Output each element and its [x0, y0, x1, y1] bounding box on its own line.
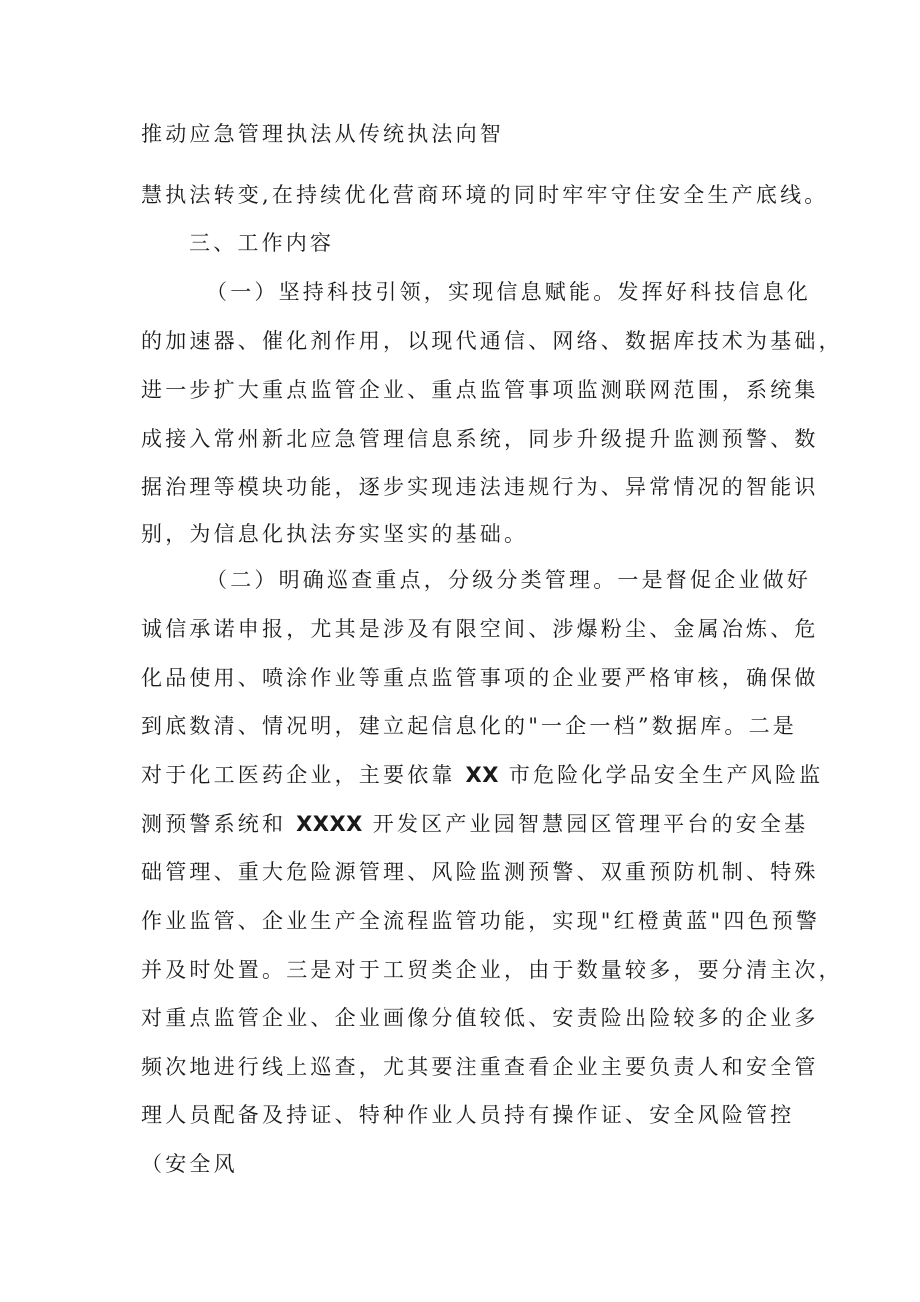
paragraph-line: 慧执法转变,在持续优化营商环境的同时牢牢守住安全生产底线。 — [141, 183, 829, 207]
paragraph-line: 诚信承诺申报，尤其是涉及有限空间、涉爆粉尘、金属冶炼、危 — [141, 617, 819, 641]
paragraph-line: 进一步扩大重点监管企业、重点监管事项监测联网范围，系统集 — [141, 378, 819, 402]
paragraph-line: 对重点监管企业、企业画像分值较低、安责险出险较多的企业多 — [141, 1006, 819, 1030]
paragraph-line: 理人员配备及持证、特种作业人员持有操作证、安全风险管控 — [141, 1103, 795, 1127]
paragraph-line: 成接入常州新北应急管理信息系统，同步升级提升监测预警、数 — [141, 427, 819, 451]
paragraph-line: 推动应急管理执法从传统执法向智 — [141, 122, 504, 146]
paragraph-line: 化品使用、喷涂作业等重点监管事项的企业要严格审核，确保做 — [141, 666, 819, 690]
paragraph-line: 到底数清、情况明，建立起信息化的"一企一档”数据库。二是 — [141, 714, 797, 738]
paragraph-line: （安全风 — [141, 1152, 238, 1176]
placeholder-zone: XXXX — [296, 812, 363, 836]
paragraph-line: 据治理等模块功能，逐步实现违法违规行为、异常情况的智能识 — [141, 475, 819, 499]
text-segment: 对于化工医药企业，主要依靠 — [141, 763, 456, 787]
paragraph-line: 础管理、重大危险源管理、风险监测预警、双重预防机制、特殊 — [141, 860, 819, 884]
text-segment: 市危险化学品安全生产风险监 — [508, 763, 824, 787]
paragraph-line: 并及时处置。三是对于工贸类企业，由于数量较多，要分清主次， — [141, 958, 843, 982]
paragraph-line: 频次地进行线上巡查，尤其要注重查看企业主要负责人和安全管 — [141, 1055, 819, 1079]
paragraph-line: （一）坚持科技引领，实现信息赋能。发挥好科技信息化 — [206, 280, 811, 304]
placeholder-city: XX — [465, 763, 499, 787]
paragraph-line — [141, 761, 823, 789]
paragraph-line: 作业监管、企业生产全流程监管功能，实现"红橙黄蓝"四色预警 — [141, 909, 821, 933]
paragraph-line: 别，为信息化执法夯实坚实的基础。 — [141, 522, 529, 546]
paragraph-line: （二）明确巡查重点，分级分类管理。一是督促企业做好 — [206, 568, 811, 592]
text-segment: 开发区产业园智慧园区管理平台的安全基 — [372, 812, 809, 836]
paragraph-line: 的加速器、催化剂作用，以现代通信、网络、数据库技术为基础， — [141, 329, 843, 353]
paragraph-line — [141, 810, 808, 838]
section-heading: 三、工作内容 — [189, 231, 335, 255]
text-segment: 测预警系统和 — [141, 812, 287, 836]
